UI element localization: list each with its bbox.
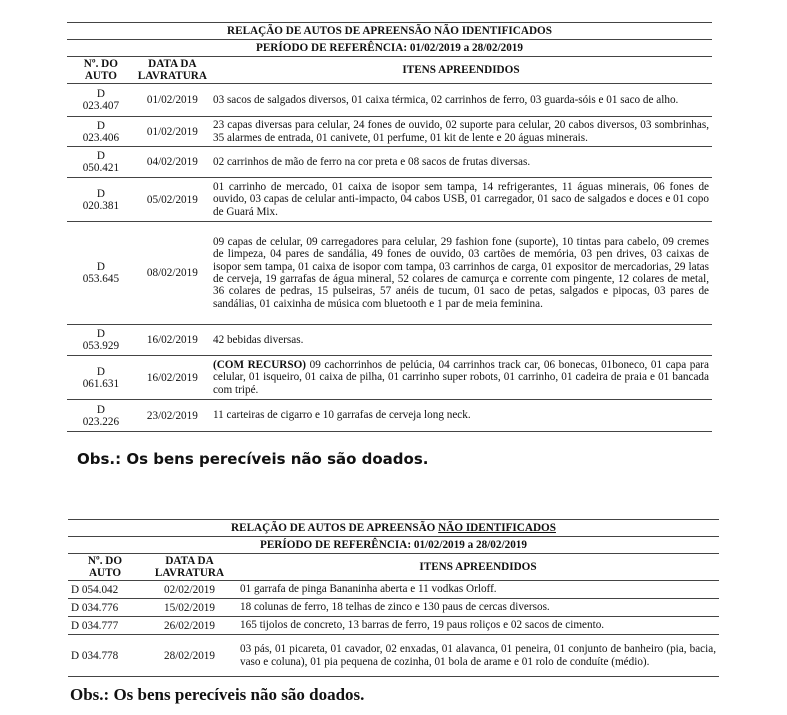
observation-note: Obs.: Os bens perecíveis não são doados.	[77, 450, 429, 468]
table-title: RELAÇÃO DE AUTOS DE APREENSÃO NÃO IDENTIFICADOS	[67, 23, 712, 40]
auto-number: D 053.645	[67, 222, 135, 325]
header-auto: Nº. DO AUTO	[68, 554, 142, 581]
auto-number: D 034.777	[68, 617, 142, 635]
auto-number: D 023.406	[67, 117, 135, 147]
items-cell: 42 bebidas diversas.	[210, 325, 712, 356]
auto-number: D 034.778	[68, 635, 142, 677]
auto-number: D 034.776	[68, 599, 142, 617]
header-date: DATA DA LAVRATURA	[142, 554, 237, 581]
seizure-table-2	[68, 519, 719, 677]
date-cell: 16/02/2019	[135, 356, 210, 400]
auto-number: D 023.226	[67, 400, 135, 432]
date-cell: 23/02/2019	[135, 400, 210, 432]
table-row	[67, 222, 712, 325]
table-row	[67, 325, 712, 356]
table-row	[68, 635, 719, 677]
table-row	[68, 599, 719, 617]
auto-number: D 050.421	[67, 147, 135, 178]
table-row	[68, 581, 719, 599]
header-auto: Nº. DO AUTO	[67, 57, 135, 84]
auto-number: D 020.381	[67, 178, 135, 222]
table-row	[67, 147, 712, 178]
table-row	[68, 617, 719, 635]
date-cell: 02/02/2019	[142, 581, 237, 599]
auto-number: D 061.631	[67, 356, 135, 400]
date-cell: 26/02/2019	[142, 617, 237, 635]
items-cell: 09 capas de celular, 09 carregadores para celular, 29 fashion fone (suporte), 10 tintas para cabelo, 09 cremes de limpeza, 04 pares de sandália, 49 fones de ouvido, 03 cartões de memória, 03 pen drives, 03 caixas de isopor sem tampa, 01 caixa de isopor com tampa, 03 carrinhos de carga, 01 expositor de mercadorias, 29 latas de cerveja, 19 garrafas de água mineral, 52 colares de camurça e corrente com pingente, 12 colares de metal, 36 colares de pedras, 15 pulseiras, 57 anéis de tucum, 01 saco de petas, salgados e pipocas, 03 pares de sandálias, 01 caixinha de música com bluetooth e 1 par de meia feminina.	[210, 222, 712, 325]
table-row	[67, 84, 712, 117]
date-cell: 05/02/2019	[135, 178, 210, 222]
header-date: DATA DA LAVRATURA	[135, 57, 210, 84]
table-row	[67, 400, 712, 432]
items-cell: 165 tijolos de concreto, 13 barras de ferro, 19 paus roliços e 02 sacos de cimento.	[237, 617, 719, 635]
table-period: PERÍODO DE REFERÊNCIA: 01/02/2019 a 28/02/2019	[68, 537, 719, 554]
items-cell: 03 sacos de salgados diversos, 01 caixa térmica, 02 carrinhos de ferro, 03 guarda-sóis e 01 saco de alho.	[210, 84, 712, 117]
table-period: PERÍODO DE REFERÊNCIA: 01/02/2019 a 28/02/2019	[67, 40, 712, 57]
date-cell: 15/02/2019	[142, 599, 237, 617]
date-cell: 28/02/2019	[142, 635, 237, 677]
date-cell: 01/02/2019	[135, 84, 210, 117]
observation-note: Obs.: Os bens perecíveis não são doados.	[70, 685, 365, 704]
date-cell: 16/02/2019	[135, 325, 210, 356]
items-cell: 01 carrinho de mercado, 01 caixa de isopor sem tampa, 14 refrigerantes, 11 águas minerais, 06 fones de ouvido, 03 capas de celular anti-impacto, 04 cabos USB, 01 carregador, 01 saco de salgados e doces e 01 copo de Guará Mix.	[210, 178, 712, 222]
items-cell: 11 carteiras de cigarro e 10 garrafas de cerveja long neck.	[210, 400, 712, 432]
table-title: RELAÇÃO DE AUTOS DE APREENSÃO NÃO IDENTIFICADOS	[68, 520, 719, 537]
date-cell: 08/02/2019	[135, 222, 210, 325]
table-row	[67, 117, 712, 147]
items-cell: 02 carrinhos de mão de ferro na cor preta e 08 sacos de frutas diversas.	[210, 147, 712, 178]
items-cell: 23 capas diversas para celular, 24 fones de ouvido, 02 suporte para celular, 20 cabos diversos, 03 sombrinhas, 35 alarmes de entrada, 01 canivete, 01 perfume, 01 kit de lente e 20 águas minerais.	[210, 117, 712, 147]
table-row	[67, 178, 712, 222]
auto-number: D 053.929	[67, 325, 135, 356]
items-cell: 01 garrafa de pinga Bananinha aberta e 11 vodkas Orloff.	[237, 581, 719, 599]
date-cell: 04/02/2019	[135, 147, 210, 178]
date-cell: 01/02/2019	[135, 117, 210, 147]
items-cell: (COM RECURSO) 09 cachorrinhos de pelúcia, 04 carrinhos track car, 06 bonecas, 01boneco, 01 capa para celular, 01 isqueiro, 01 caixa de pilha, 01 carrinho super robots, 01 carrinho, 01 cadeira de praia e 01 bancada com tripé.	[210, 356, 712, 400]
auto-number: D 054.042	[68, 581, 142, 599]
header-items: ITENS APREENDIDOS	[237, 554, 719, 581]
header-items: ITENS APREENDIDOS	[210, 57, 712, 84]
appeal-tag: (COM RECURSO)	[212, 358, 307, 371]
seizure-table-1	[67, 22, 712, 432]
items-cell: 03 pás, 01 picareta, 01 cavador, 02 enxadas, 01 alavanca, 01 peneira, 01 conjunto de banheiro (pia, bacia, vaso e coluna), 01 pia pequena de cozinha, 01 bola de arame e 01 rolo de conduíte (médio).	[237, 635, 719, 677]
table-row	[67, 356, 712, 400]
auto-number: D 023.407	[67, 84, 135, 117]
items-cell: 18 colunas de ferro, 18 telhas de zinco e 130 paus de cercas diversos.	[237, 599, 719, 617]
